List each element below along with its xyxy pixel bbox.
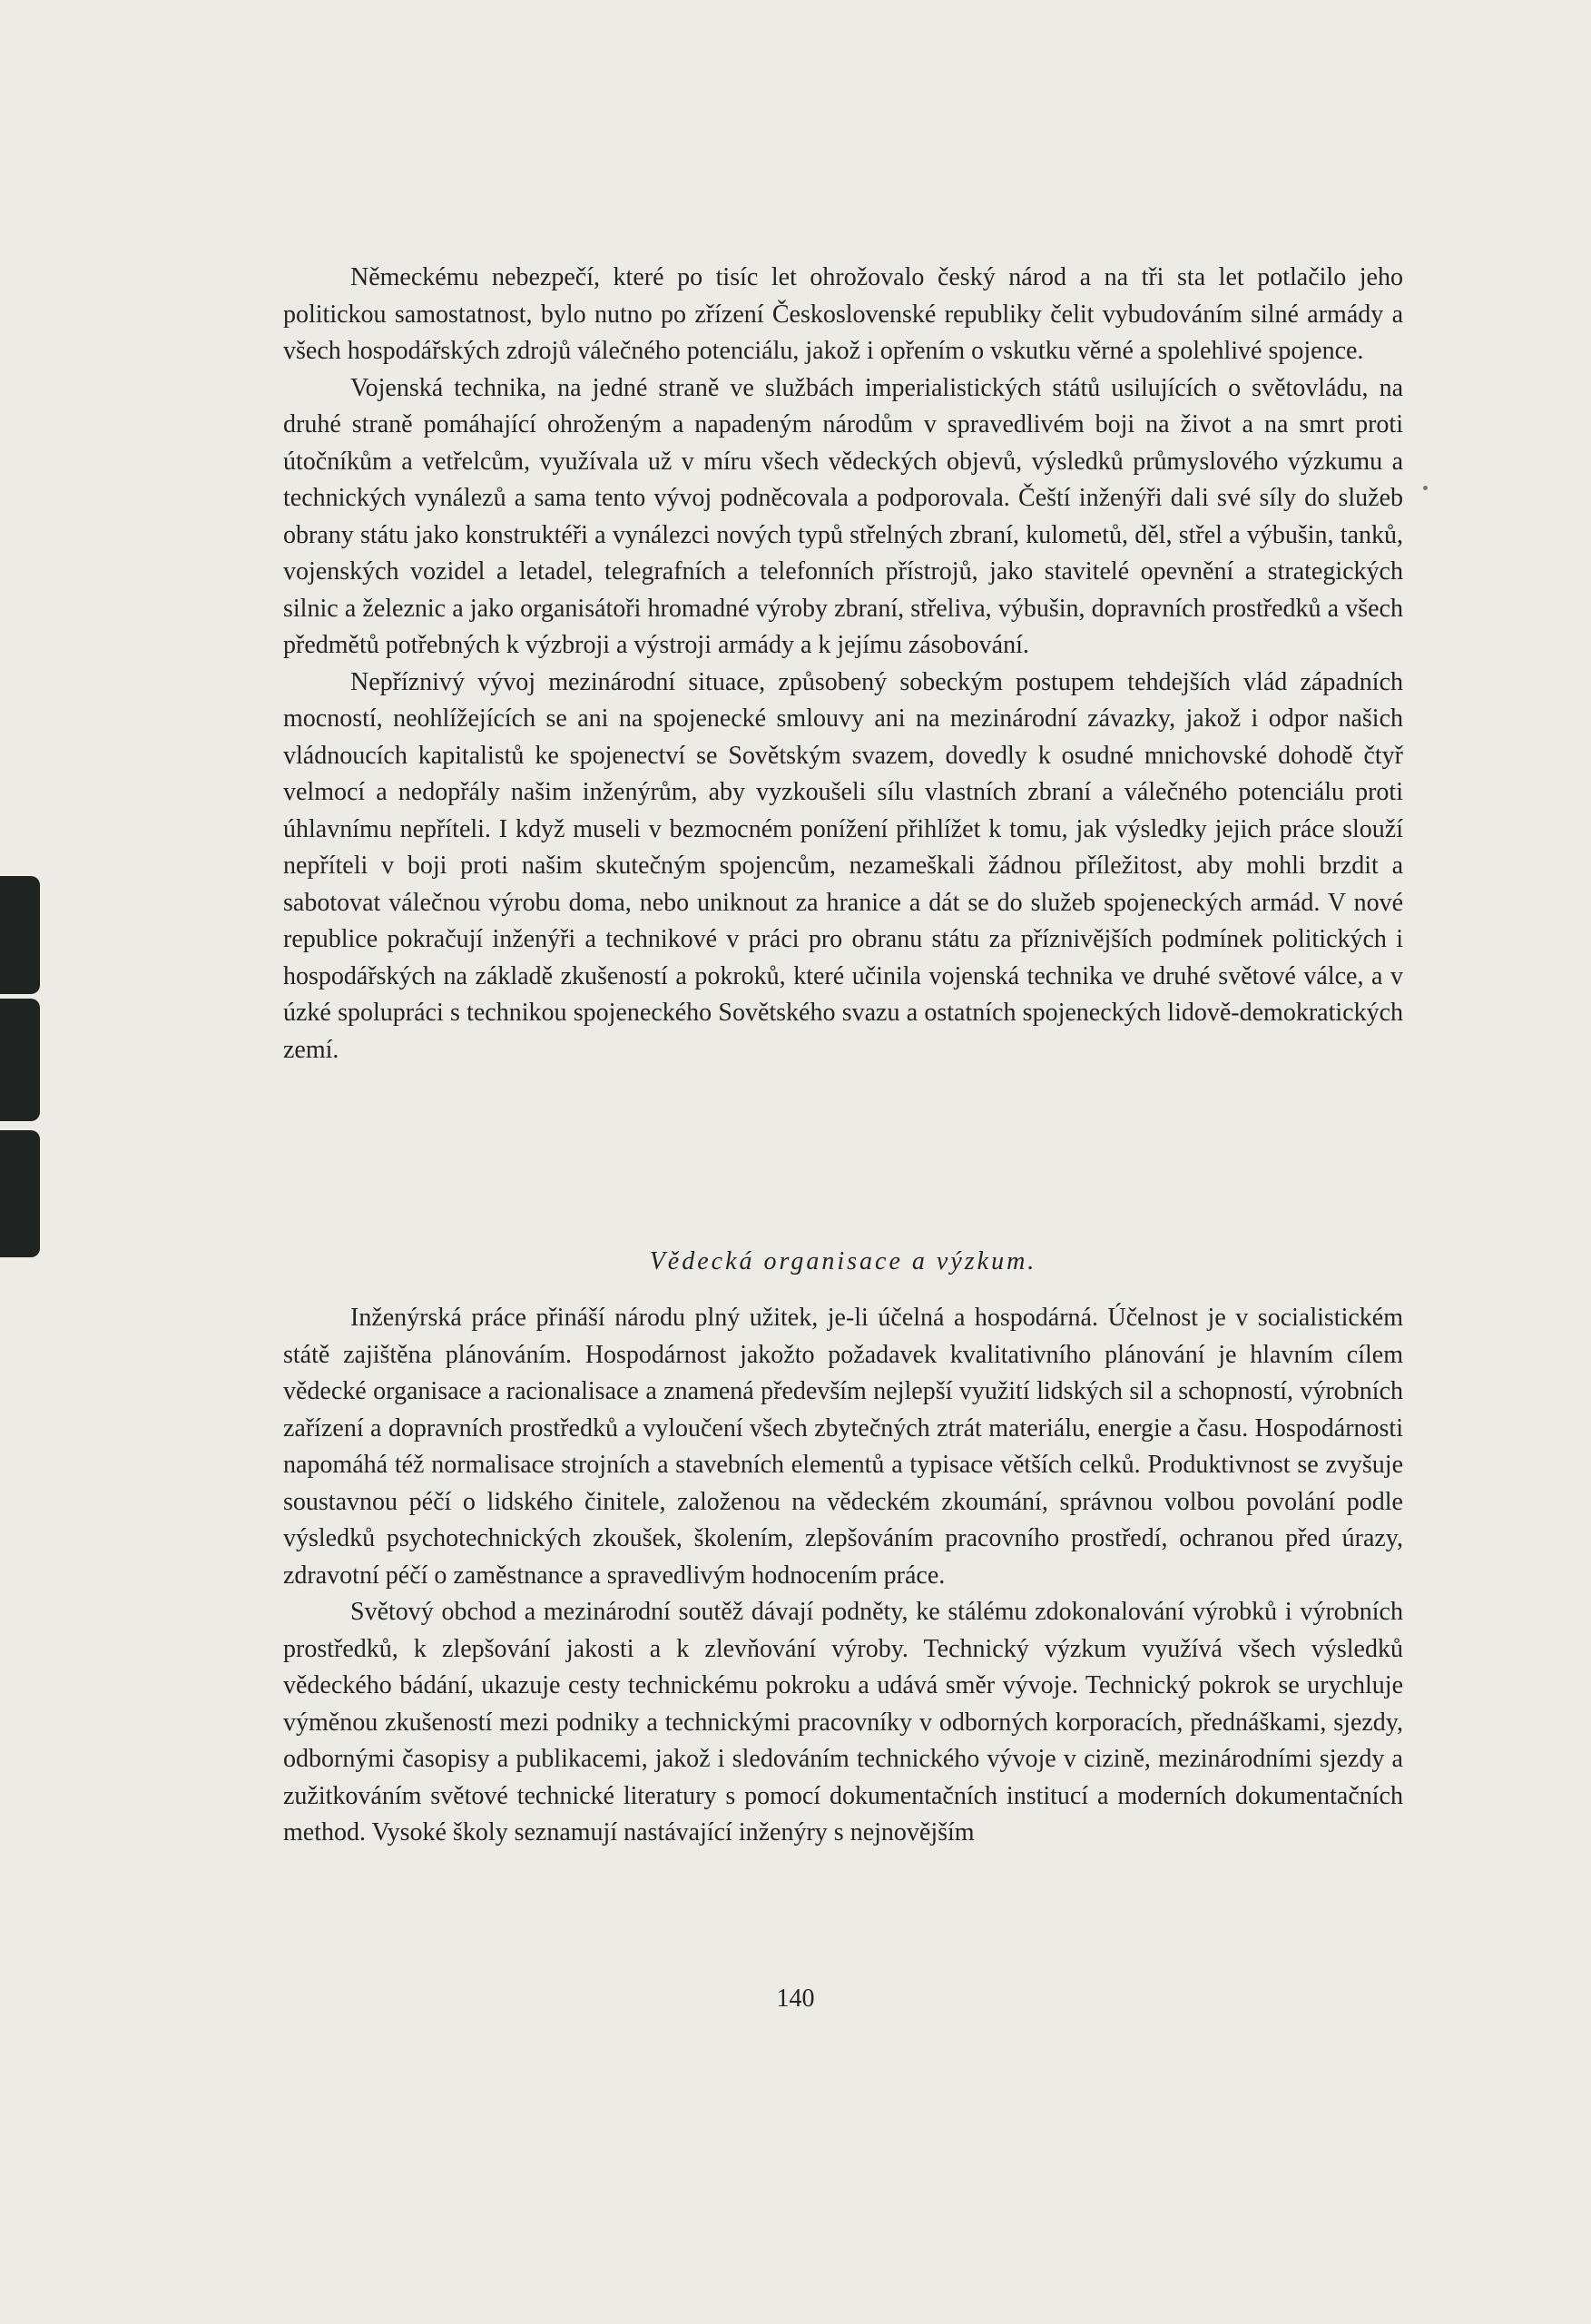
paragraph: Nepříznivý vývoj mezinárodní situace, způsobený sobeckým postupem tehdejších vlád západních mocností, neohlížejících se ani na spojenecké smlouvy ani na mezinárodní závazky, jakož i odpor našich vládnoucích kapitalistů ke spojenectví se Sovětským svazem, dovedly k osudné mnichovské dohodě čtyř velmocí a nedopřály našim inženýrům, aby vyzkoušeli sílu vlastních zbraní a válečného potenciálu proti úhlavnímu nepříteli. I když museli v bezmocném ponížení přihlížet k tomu, jak výsledky jejich práce slouží nepříteli v boji proti našim skutečným spojencům, nezameškali žádnou příležitost, aby mohli brzdit a sabotovat válečnou výrobu doma, nebo uniknout za hranice a dát se do služeb spojeneckých armád. V nové republice pokračují inženýři a technikové v práci pro obranu státu za příznivějších podmínek politických i hospodářských na základě zkušeností a pokroků, které učinila vojenská technika ve druhé světové válce, a v úzké spolupráci s technikou spojeneckého Sovětského svazu a ostatních spojeneckých lidově-demokratických zemí. bbox=[283, 667, 1403, 1064]
spiral-binding bbox=[0, 0, 42, 2324]
body-text-bottom bbox=[283, 1300, 1403, 1852]
page-number: 140 bbox=[776, 1984, 815, 2013]
paragraph: Německému nebezpečí, které po tisíc let ohrožovalo český národ a na tři sta let potlačilo jeho politickou samostatnost, bylo nutno po zřízení Československé republiky čelit vybudováním silné armády a všech hospodářských zdrojů válečného potenciálu, jakož i opřením o vskutku věrné a spolehlivé spojence. bbox=[283, 263, 1403, 365]
paragraph: Inženýrská práce přináší národu plný užitek, je-li účelná a hospodárná. Účelnost je v socialistickém státě zajištěna plánováním. Hospodárnost jakožto požadavek kvalitativního plánování je hlavním cílem vědecké organisace a racionalisace a znamená především nejlepší využití lidských sil a schopností, výrobních zařízení a dopravních prostředků a vyloučení všech zbytečných ztrát materiálu, energie a času. Hospodárnosti napomáhá též normalisace strojních a stavebních elementů a typisace větších celků. Produktivnost se zvyšuje soustavnou péčí o lidského činitele, založenou na vědeckém zkoumání, správnou volbou povolání podle výsledků psychotechnických zkoušek, školením, zlepšováním pracovního prostředí, ochranou před úrazy, zdravotní péčí o zaměstnance a spravedlivým hodnocením práce. bbox=[283, 1304, 1403, 1590]
section-heading: Vědecká organisace a výzkum. bbox=[649, 1247, 1037, 1275]
paragraph: Vojenská technika, na jedné straně ve službách imperialistických států usilujících o světovládu, na druhé straně pomáhající ohroženým a napadeným národům v spravedlivém boji na život a na smrt proti útočníkům a vetřelcům, využívala už v míru všech vědeckých objevů, výsledků průmyslového výzkumu a technických vynálezů a sama tento vývoj podněcovala a podporovala. Čeští inženýři dali své síly do služeb obrany státu jako konstruktéři a vynálezci nových typů střelných zbraní, kulometů, děl, střel a výbušin, tanků, vojenských vozidel a letadel, telegrafních a telefonních přístrojů, jako stavitelé opevnění a strategických silnic a železnic a jako organisátoři hromadné výroby zbraní, střeliva, výbušin, dopravních prostředků a všech předmětů potřebných k výzbroji a výstroji armády a k jejímu zásobování. bbox=[283, 373, 1403, 659]
binding-clip bbox=[0, 876, 40, 994]
binding-clip bbox=[0, 1130, 40, 1257]
paragraph: Světový obchod a mezinárodní soutěž dávají podněty, ke stálému zdokonalování výrobků i výrobních prostředků, k zlepšování jakosti a k zlevňování výroby. Technický výzkum využívá všech výsledků vědeckého bádání, ukazuje cesty technickému pokroku a udává směr vývoje. Technický pokrok se urychluje výměnou zkušeností mezi podniky a technickými pracovníky v odborných korporacích, přednáškami, sjezdy, odbornými časopisy a publikacemi, jakož i sledováním technického vývoje v cizině, mezinárodními sjezdy a zužitkováním světové technické literatury s pomocí dokumentačních institucí a moderních dokumentačních method. Vysoké školy seznamují nastávající inženýry s nejnovějším bbox=[283, 1598, 1403, 1846]
margin-mark bbox=[1423, 486, 1428, 490]
binding-clip bbox=[0, 999, 40, 1121]
body-text-top bbox=[283, 260, 1403, 1068]
